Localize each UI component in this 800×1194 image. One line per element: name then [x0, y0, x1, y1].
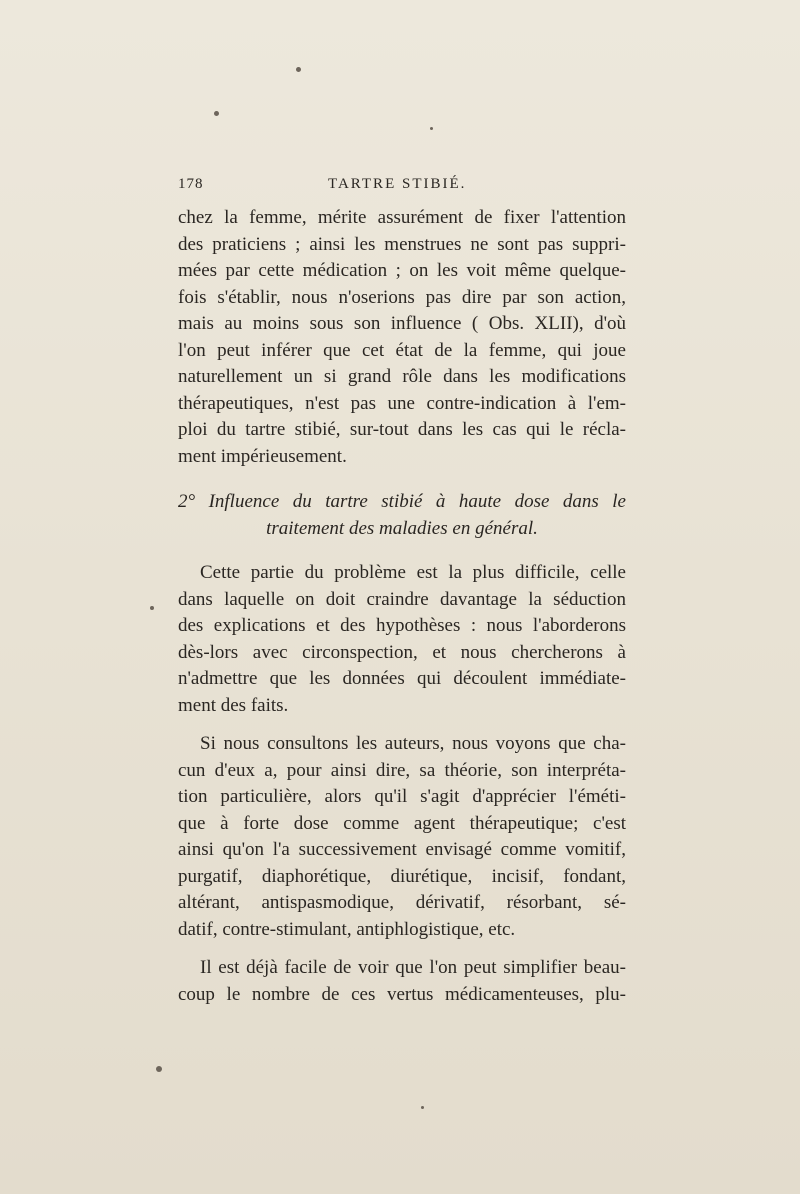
paragraph-1: [178, 205, 626, 470]
text-line: thérapeutiques, n'est pas une contre-indication à l'em-: [178, 392, 626, 414]
running-title: TARTRE STIBIÉ.: [328, 176, 467, 192]
text-line: Cette partie du problème est la plus difficile, celle: [200, 562, 626, 583]
text-line: dès-lors avec circonspection, et nous chercherons à: [178, 641, 626, 663]
paragraph-4: [178, 955, 626, 1008]
text-line: ment des faits.: [178, 694, 289, 716]
text-line: chez la femme, mérite assurément de fixer l'attention: [178, 207, 626, 228]
page-number: 178: [178, 176, 204, 192]
text-line: que à forte dose comme agent thérapeutique; c'est: [178, 812, 626, 834]
text-line: des explications et des hypothèses : nous l'aborderons: [178, 615, 626, 636]
text-line: altérant, antispasmodique, dérivatif, résorbant, sé-: [178, 892, 626, 913]
text-line: purgatif, diaphorétique, diurétique, incisif, fondant,: [178, 865, 626, 887]
heading-line-1: 2° Influence du tartre stibié à haute dose dans le: [178, 491, 626, 512]
text-line: n'admettre que les données qui découlent immédiate-: [178, 668, 626, 689]
ink-speck: [296, 67, 301, 72]
ink-speck: [150, 606, 154, 610]
text-line: cun d'eux a, pour ainsi dire, sa théorie, son interpréta-: [178, 759, 626, 781]
paragraph-2: [178, 560, 626, 719]
text-line: fois s'établir, nous n'oserions pas dire par son action,: [178, 286, 626, 308]
section-heading: [178, 488, 626, 542]
ink-speck: [156, 1066, 162, 1072]
heading-line-2: traitement des maladies en général.: [266, 518, 538, 539]
text-line: des praticiens ; ainsi les menstrues ne sont pas suppri-: [178, 233, 626, 255]
text-line: Si nous consultons les auteurs, nous voyons que cha-: [200, 733, 626, 754]
ink-speck: [430, 127, 433, 130]
text-line: tion particulière, alors qu'il s'agit d'apprécier l'éméti-: [178, 786, 626, 807]
text-line: l'on peut inférer que cet état de la femme, qui joue: [178, 339, 626, 361]
text-line: mais au moins sous son influence ( Obs. XLII), d'où: [178, 313, 626, 334]
page-header: [178, 172, 628, 198]
text-line: ment impérieusement.: [178, 445, 347, 467]
paragraph-3: [178, 731, 626, 943]
text-line: ainsi qu'on l'a successivement envisagé comme vomitif,: [178, 839, 626, 860]
text-line: coup le nombre de ces vertus médicamenteuses, plu-: [178, 983, 626, 1005]
text-line: mées par cette médication ; on les voit même quelque-: [178, 260, 626, 281]
text-line: datif, contre-stimulant, antiphlogistique, etc.: [178, 918, 516, 940]
text-line: Il est déjà facile de voir que l'on peut simplifier beau-: [200, 957, 626, 978]
ink-speck: [214, 111, 219, 116]
text-line: ploi du tartre stibié, sur-tout dans les cas qui le récla-: [178, 419, 626, 440]
text-line: naturellement un si grand rôle dans les modifications: [178, 366, 626, 387]
ink-speck: [421, 1106, 424, 1109]
text-line: dans laquelle on doit craindre davantage la séduction: [178, 588, 626, 610]
page-body: [178, 205, 626, 1008]
